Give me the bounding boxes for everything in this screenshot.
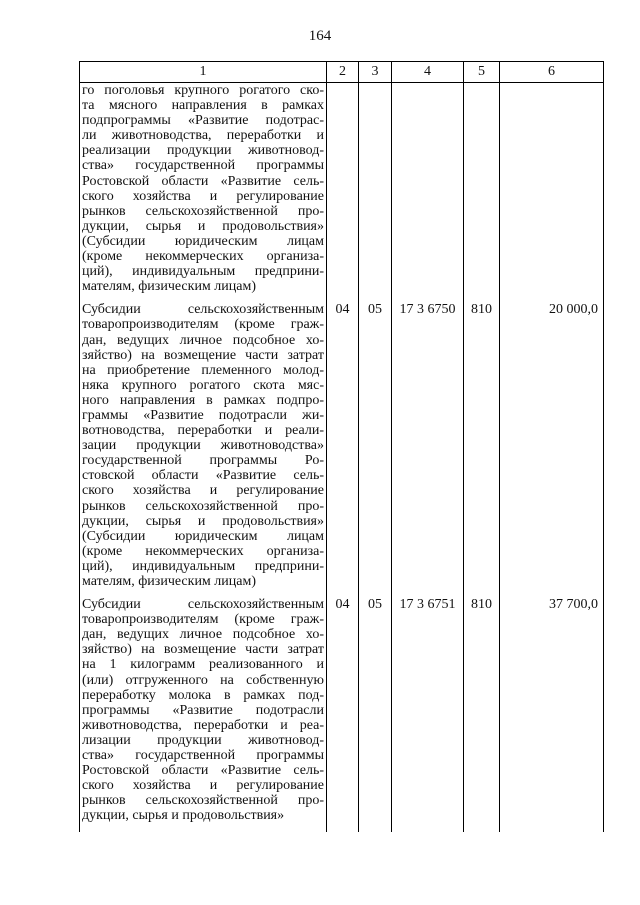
expense-type-code: 810 [464, 597, 500, 831]
section-code: 04 [327, 302, 359, 597]
row-description [80, 83, 327, 303]
description-line: (кроме некоммерческих организа- [82, 543, 324, 559]
subsection-code: 05 [359, 597, 392, 831]
description-line: (Субсидии юридическим лицам [82, 233, 324, 249]
description-line: вотноводства, переработки и реали- [82, 423, 324, 439]
description-line: зяйство) на возмещение части затрат [82, 642, 324, 658]
description-line: ли животноводства, переработки и [82, 128, 324, 144]
description-line: дукции, сырья и продовольствия» [82, 808, 285, 824]
expense-type-code: 810 [464, 302, 500, 597]
table-row [80, 302, 604, 597]
description-line: Ростовской области «Развитие сель- [82, 763, 324, 779]
description-line: переработку молока в рамках под- [82, 687, 324, 703]
description-line: мателям, физическим лицам) [82, 574, 256, 589]
subsection-code [359, 83, 392, 303]
table-row [80, 597, 604, 831]
description-line: зации продукции животноводства» [82, 438, 324, 454]
section-code [327, 83, 359, 303]
header-col-5: 5 [464, 62, 500, 83]
description-line: мателям, физическим лицам) [82, 279, 256, 295]
description-line: (Субсидии юридическим лицам [82, 528, 324, 544]
description-line: зяйство) на возмещение части затрат [82, 347, 324, 363]
description-line: го поголовья крупного рогатого ско- [82, 83, 324, 98]
description-line: товаропроизводителям (кроме граж- [82, 317, 324, 333]
header-col-6: 6 [500, 62, 604, 83]
description-line: граммы «Развитие подотрасли жи- [82, 407, 324, 423]
target-article-code: 17 3 6751 [392, 597, 464, 831]
description-line: ства» государственной программы [82, 748, 324, 764]
description-line: ского хозяйства и регулирование [82, 188, 324, 204]
page-number: 164 [308, 28, 332, 44]
description-line: (кроме некоммерческих организа- [82, 249, 324, 265]
subsection-code: 05 [359, 302, 392, 597]
description-line: на 1 килограмм реализованного и [82, 657, 324, 673]
description-line: няка крупного рогатого скота мяс- [82, 377, 324, 393]
amount: 37 700,0 [500, 597, 604, 831]
description-line: стовской области «Развитие сель- [82, 468, 324, 484]
description-line: дан, ведущих личное подсобное хо- [82, 332, 324, 348]
description-line: лизации продукции животновод- [82, 732, 324, 748]
header-col-2: 2 [327, 62, 359, 83]
description-line: рынков сельскохозяйственной про- [82, 793, 324, 809]
description-line: товаропроизводителям (кроме граж- [82, 612, 324, 628]
description-line: животноводства, переработки и реа- [82, 717, 324, 733]
description-line: Субсидии сельскохозяйственным [82, 597, 324, 613]
header-col-4: 4 [392, 62, 464, 83]
description-line: ского хозяйства и регулирование [82, 483, 324, 499]
description-line: на приобретение племенного молод- [82, 362, 324, 378]
amount [500, 83, 604, 303]
description-line: ства» государственной программы [82, 158, 324, 174]
expense-type-code [464, 83, 500, 303]
budget-table [79, 61, 604, 832]
description-line: подпрограммы «Развитие подотрас- [82, 113, 324, 129]
header-col-3: 3 [359, 62, 392, 83]
amount: 20 000,0 [500, 302, 604, 597]
description-line: дукции, сырья и продовольствия» [82, 218, 324, 234]
row-description [80, 597, 327, 831]
description-line: ного направления в рамках подпро- [82, 392, 324, 408]
description-line: ций), индивидуальным предприни- [82, 558, 324, 574]
description-line: рынков сельскохозяйственной про- [82, 498, 324, 514]
description-line: (или) отгруженного на собственную [82, 672, 324, 688]
description-line: рынков сельскохозяйственной про- [82, 203, 324, 219]
table-header-row [80, 62, 604, 83]
target-article-code [392, 83, 464, 303]
description-line: реализации продукции животновод- [82, 143, 324, 159]
table-row [80, 83, 604, 303]
description-line: дан, ведущих личное подсобное хо- [82, 627, 324, 643]
description-line: ций), индивидуальным предприни- [82, 264, 324, 280]
description-line: дукции, сырья и продовольствия» [82, 513, 324, 529]
description-line: Субсидии сельскохозяйственным [82, 302, 324, 318]
description-line: Ростовской области «Развитие сель- [82, 173, 324, 189]
description-line: ского хозяйства и регулирование [82, 778, 324, 794]
description-line: программы «Развитие подотрасли [82, 702, 324, 718]
description-line: государственной программы Ро- [82, 453, 324, 469]
row-description [80, 302, 327, 597]
target-article-code: 17 3 6750 [392, 302, 464, 597]
description-line: та мясного направления в рамках [82, 98, 324, 114]
header-col-1: 1 [80, 62, 327, 83]
section-code: 04 [327, 597, 359, 831]
